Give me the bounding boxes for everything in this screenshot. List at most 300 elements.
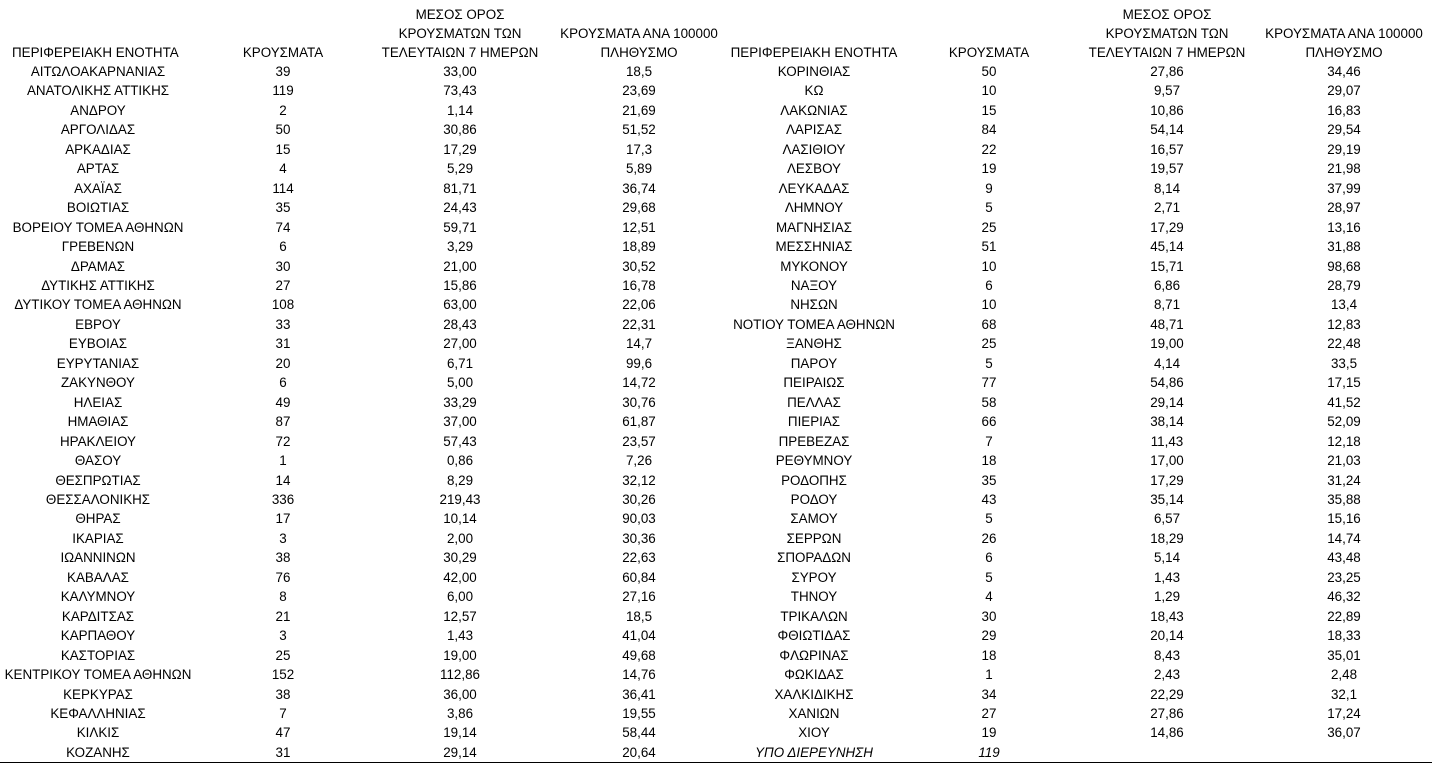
- left-avg7-cell: 33,00: [443, 64, 477, 79]
- right-region-cell: ΛΑΣΙΘΙΟΥ: [782, 141, 846, 157]
- left-per100k-cell: 30,26: [622, 491, 656, 507]
- table-row: [0, 315, 1432, 334]
- right-region-cell: ΦΛΩΡΙΝΑΣ: [779, 647, 849, 663]
- right-region-cell: ΚΩ: [804, 83, 824, 99]
- left-cases-cell: 4: [279, 161, 287, 177]
- right-region-cell: ΥΠΟ ΔΙΕΡΕΥΝΗΣΗ: [728, 743, 900, 763]
- right-cases-cell: 84: [981, 122, 997, 138]
- right-cases-cell: 7: [985, 433, 993, 449]
- right-per100k-cell: 31,88: [1327, 239, 1361, 255]
- left-per100k-cell: 90,03: [622, 511, 656, 527]
- right-avg7-cell: 22,29: [1150, 686, 1184, 702]
- header-avg7-right: ΜΕΣΟΣ ΟΡΟΣ ΚΡΟΥΣΜΑΤΩΝ ΤΩΝ ΤΕΛΕΥΤΑΙΩΝ 7 ΗΜΕΡΩΝ: [1088, 7, 1246, 60]
- left-cases-cell: 49: [275, 394, 291, 410]
- right-avg7-cell: 15,71: [1150, 258, 1184, 274]
- left-per100k-cell: 30,76: [622, 394, 656, 410]
- left-cases-cell: 72: [275, 433, 291, 449]
- table-row: [0, 548, 1432, 567]
- left-cases-cell: 47: [275, 725, 291, 741]
- left-region-cell: ΔΥΤΙΚΗΣ ΑΤΤΙΚΗΣ: [41, 277, 155, 293]
- left-cases-cell: 17: [275, 511, 291, 527]
- right-cases-cell: 25: [981, 219, 997, 235]
- header-region-right: ΠΕΡΙΦΕΡΕΙΑΚΗ ΕΝΟΤΗΤΑ: [730, 45, 898, 60]
- table-row: [0, 704, 1432, 723]
- right-per100k-cell: 34,46: [1327, 64, 1361, 79]
- right-cases-cell: 6: [985, 550, 993, 566]
- right-avg7-cell: 14,86: [1150, 725, 1184, 741]
- left-region-cell: ΑΧΑΪΑΣ: [74, 180, 122, 196]
- right-per100k-cell: [1256, 743, 1432, 763]
- left-avg7-cell: 27,00: [443, 336, 477, 352]
- left-per100k-cell: 49,68: [622, 647, 656, 663]
- table-row: [0, 295, 1432, 314]
- left-avg7-cell: 6,00: [446, 589, 474, 605]
- right-avg7-cell: 27,86: [1150, 705, 1184, 721]
- table-row: [0, 354, 1432, 373]
- right-cases-cell: 34: [981, 686, 997, 702]
- left-region-cell: ΚΑΒΑΛΑΣ: [67, 569, 129, 585]
- left-avg7-cell: 36,00: [443, 686, 477, 702]
- right-avg7-cell: 48,71: [1150, 316, 1184, 332]
- header-avg7-left: ΜΕΣΟΣ ΟΡΟΣ ΚΡΟΥΣΜΑΤΩΝ ΤΩΝ ΤΕΛΕΥΤΑΙΩΝ 7 ΗΜΕΡΩΝ: [381, 7, 539, 60]
- left-avg7-cell: 59,71: [443, 219, 477, 235]
- right-per100k-cell: 46,32: [1327, 589, 1361, 605]
- left-region-cell: ΚΕΦΑΛΛΗΝΙΑΣ: [50, 705, 146, 721]
- table-row: [0, 412, 1432, 431]
- right-avg7-cell: 29,14: [1150, 394, 1184, 410]
- table-row: [0, 81, 1432, 100]
- table-row: [0, 432, 1432, 451]
- left-avg7-cell: 29,14: [370, 743, 550, 763]
- left-cases-cell: 35: [275, 200, 291, 216]
- right-cases-cell: 66: [981, 414, 997, 430]
- left-cases-cell: 7: [279, 705, 287, 721]
- left-region-cell: ΑΝΑΤΟΛΙΚΗΣ ΑΤΤΙΚΗΣ: [26, 83, 170, 99]
- left-avg7-cell: 33,29: [443, 394, 477, 410]
- header-row: [0, 4, 1432, 62]
- right-avg7-cell: 17,00: [1150, 453, 1184, 469]
- left-cases-cell: 31: [196, 743, 370, 763]
- left-avg7-cell: 3,29: [446, 239, 474, 255]
- left-per100k-cell: 18,5: [625, 64, 653, 79]
- header-per100k-right: ΚΡΟΥΣΜΑΤΑ ΑΝΑ 100000 ΠΛΗΘΥΣΜΟ: [1265, 26, 1423, 60]
- right-avg7-cell: 2,71: [1153, 200, 1181, 216]
- right-per100k-cell: 22,48: [1327, 336, 1361, 352]
- left-region-cell: ΚΕΝΤΡΙΚΟΥ ΤΟΜΕΑ ΑΘΗΝΩΝ: [4, 667, 192, 683]
- left-cases-cell: 152: [271, 667, 295, 683]
- right-avg7-cell: 1,29: [1153, 589, 1181, 605]
- table-row: [0, 276, 1432, 295]
- left-region-cell: ΑΙΤΩΛΟΑΚΑΡΝΑΝΙΑΣ: [30, 64, 166, 79]
- left-per100k-cell: 17,3: [625, 141, 653, 157]
- left-cases-cell: 3: [279, 530, 287, 546]
- right-per100k-cell: 29,54: [1327, 122, 1361, 138]
- right-per100k-cell: 33,5: [1330, 355, 1358, 371]
- left-region-cell: ΒΟΡΕΙΟΥ ΤΟΜΕΑ ΑΘΗΝΩΝ: [12, 219, 184, 235]
- left-per100k-cell: 18,5: [625, 608, 653, 624]
- right-region-cell: ΣΠΟΡΑΔΩΝ: [777, 550, 851, 566]
- left-cases-cell: 38: [275, 686, 291, 702]
- left-avg7-cell: 15,86: [443, 277, 477, 293]
- left-region-cell: ΙΚΑΡΙΑΣ: [72, 530, 124, 546]
- left-avg7-cell: 57,43: [443, 433, 477, 449]
- left-avg7-cell: 6,71: [446, 355, 474, 371]
- right-per100k-cell: 2,48: [1330, 667, 1358, 683]
- right-region-cell: ΠΙΕΡΙΑΣ: [787, 414, 841, 430]
- right-avg7-cell: 1,43: [1153, 569, 1181, 585]
- table-row: [0, 218, 1432, 237]
- right-per100k-cell: 17,24: [1327, 705, 1361, 721]
- left-avg7-cell: 17,29: [443, 141, 477, 157]
- left-avg7-cell: 21,00: [443, 258, 477, 274]
- left-per100k-cell: 41,04: [622, 628, 656, 644]
- right-region-cell: ΛΗΜΝΟΥ: [784, 200, 844, 216]
- right-cases-cell: 30: [981, 608, 997, 624]
- right-cases-cell: 19: [981, 161, 997, 177]
- right-avg7-cell: 6,86: [1153, 277, 1181, 293]
- right-cases-cell: 5: [985, 200, 993, 216]
- left-per100k-cell: 5,89: [625, 161, 653, 177]
- right-avg7-cell: 54,14: [1150, 122, 1184, 138]
- left-region-cell: ΔΡΑΜΑΣ: [70, 258, 126, 274]
- left-per100k-cell: 23,69: [622, 83, 656, 99]
- table-row: [0, 665, 1432, 684]
- right-region-cell: ΦΘΙΩΤΙΔΑΣ: [777, 628, 851, 644]
- left-per100k-cell: 16,78: [622, 277, 656, 293]
- left-per100k-cell: 61,87: [622, 414, 656, 430]
- header-per100k-left: ΚΡΟΥΣΜΑΤΑ ΑΝΑ 100000 ΠΛΗΘΥΣΜΟ: [560, 26, 718, 60]
- right-region-cell: ΝΟΤΙΟΥ ΤΟΜΕΑ ΑΘΗΝΩΝ: [733, 316, 895, 332]
- right-avg7-cell: 8,43: [1153, 647, 1181, 663]
- left-cases-cell: 6: [279, 375, 287, 391]
- left-region-cell: ΚΕΡΚΥΡΑΣ: [63, 686, 133, 702]
- right-avg7-cell: 17,29: [1150, 472, 1184, 488]
- right-per100k-cell: 13,4: [1330, 297, 1358, 313]
- left-cases-cell: 76: [275, 569, 291, 585]
- right-per100k-cell: 29,19: [1327, 141, 1361, 157]
- right-region-cell: ΡΕΘΥΜΝΟΥ: [775, 453, 853, 469]
- table-row: [0, 490, 1432, 509]
- right-avg7-cell: 17,29: [1150, 219, 1184, 235]
- left-per100k-cell: 32,12: [622, 472, 656, 488]
- right-cases-cell: 18: [981, 453, 997, 469]
- left-avg7-cell: 5,29: [446, 161, 474, 177]
- right-region-cell: ΣΕΡΡΩΝ: [786, 530, 842, 546]
- left-per100k-cell: 99,6: [625, 355, 653, 371]
- right-region-cell: ΛΕΣΒΟΥ: [786, 161, 841, 177]
- left-cases-cell: 33: [275, 316, 291, 332]
- table-row: [0, 373, 1432, 392]
- header-region-left: ΠΕΡΙΦΕΡΕΙΑΚΗ ΕΝΟΤΗΤΑ: [12, 45, 179, 60]
- right-region-cell: ΝΗΣΩΝ: [790, 297, 838, 313]
- table-row: [0, 179, 1432, 198]
- right-cases-cell: 5: [985, 569, 993, 585]
- right-per100k-cell: 28,97: [1327, 200, 1361, 216]
- left-region-cell: ΑΡΓΟΛΙΔΑΣ: [60, 122, 136, 138]
- left-per100k-cell: 51,52: [622, 122, 656, 138]
- header-cases-right: ΚΡΟΥΣΜΑΤΑ: [948, 45, 1030, 60]
- left-per100k-cell: 22,31: [622, 316, 656, 332]
- left-cases-cell: 2: [279, 102, 287, 118]
- left-cases-cell: 87: [275, 414, 291, 430]
- right-avg7-cell: 35,14: [1150, 491, 1184, 507]
- right-per100k-cell: 28,79: [1327, 277, 1361, 293]
- right-avg7-cell: 10,86: [1150, 102, 1184, 118]
- left-region-cell: ΕΒΡΟΥ: [75, 316, 121, 332]
- left-region-cell: ΖΑΚΥΝΘΟΥ: [61, 375, 135, 391]
- right-per100k-cell: 14,74: [1327, 530, 1361, 546]
- right-region-cell: ΤΗΝΟΥ: [790, 589, 838, 605]
- table-row: [0, 62, 1432, 81]
- left-per100k-cell: 14,76: [622, 667, 656, 683]
- header-cases-left: ΚΡΟΥΣΜΑΤΑ: [242, 45, 324, 60]
- right-cases-cell: 9: [985, 180, 993, 196]
- right-per100k-cell: 23,25: [1327, 569, 1361, 585]
- right-avg7-cell: 5,14: [1153, 550, 1181, 566]
- left-cases-cell: 27: [275, 277, 291, 293]
- right-region-cell: ΧΙΟΥ: [798, 725, 830, 741]
- right-cases-cell: 43: [981, 491, 997, 507]
- table-row: [0, 607, 1432, 626]
- left-region-cell: ΘΗΡΑΣ: [75, 511, 121, 527]
- left-cases-cell: 74: [275, 219, 291, 235]
- right-avg7-cell: [1078, 743, 1256, 763]
- left-region-cell: ΚΟΖΑΝΗΣ: [0, 743, 196, 763]
- left-cases-cell: 6: [279, 239, 287, 255]
- left-avg7-cell: 5,00: [446, 375, 474, 391]
- left-per100k-cell: 21,69: [622, 102, 656, 118]
- left-avg7-cell: 30,29: [443, 550, 477, 566]
- left-avg7-cell: 37,00: [443, 414, 477, 430]
- left-region-cell: ΘΕΣΣΑΛΟΝΙΚΗΣ: [45, 491, 151, 507]
- right-avg7-cell: 18,29: [1150, 530, 1184, 546]
- right-region-cell: ΡΟΔΟΠΗΣ: [781, 472, 847, 488]
- left-cases-cell: 8: [279, 589, 287, 605]
- table-row: [0, 685, 1432, 704]
- left-per100k-cell: 23,57: [622, 433, 656, 449]
- right-per100k-cell: 37,99: [1327, 180, 1361, 196]
- right-cases-cell: 10: [981, 297, 997, 313]
- left-cases-cell: 31: [275, 336, 291, 352]
- right-cases-cell: 27: [981, 705, 997, 721]
- left-avg7-cell: 28,43: [443, 316, 477, 332]
- left-cases-cell: 1: [279, 453, 287, 469]
- right-avg7-cell: 45,14: [1150, 239, 1184, 255]
- right-cases-cell: 35: [981, 472, 997, 488]
- left-per100k-cell: 36,41: [622, 686, 656, 702]
- right-cases-cell: 19: [981, 725, 997, 741]
- right-cases-cell: 119: [900, 743, 1078, 763]
- left-avg7-cell: 1,14: [446, 102, 474, 118]
- table-row: [0, 101, 1432, 120]
- right-avg7-cell: 19,00: [1150, 336, 1184, 352]
- left-avg7-cell: 19,00: [443, 647, 477, 663]
- table-row: [0, 743, 1432, 763]
- right-per100k-cell: 41,52: [1327, 394, 1361, 410]
- right-cases-cell: 6: [985, 277, 993, 293]
- right-region-cell: ΧΑΛΚΙΔΙΚΗΣ: [774, 686, 854, 702]
- right-region-cell: ΤΡΙΚΑΛΩΝ: [780, 608, 848, 624]
- right-avg7-cell: 54,86: [1150, 375, 1184, 391]
- table-row: [0, 237, 1432, 256]
- right-region-cell: ΠΕΛΛΑΣ: [787, 394, 841, 410]
- table-row: [0, 334, 1432, 353]
- right-region-cell: ΦΩΚΙΔΑΣ: [784, 667, 844, 683]
- left-cases-cell: 15: [275, 141, 291, 157]
- left-avg7-cell: 30,86: [443, 122, 477, 138]
- left-per100k-cell: 29,68: [622, 200, 656, 216]
- left-avg7-cell: 24,43: [443, 200, 477, 216]
- right-cases-cell: 51: [981, 239, 997, 255]
- left-per100k-cell: 58,44: [622, 725, 656, 741]
- left-avg7-cell: 12,57: [443, 608, 477, 624]
- left-region-cell: ΗΜΑΘΙΑΣ: [67, 414, 129, 430]
- right-cases-cell: 68: [981, 316, 997, 332]
- right-region-cell: ΞΑΝΘΗΣ: [786, 336, 842, 352]
- right-region-cell: ΠΕΙΡΑΙΩΣ: [783, 375, 845, 391]
- left-region-cell: ΕΥΒΟΙΑΣ: [68, 336, 128, 352]
- left-avg7-cell: 0,86: [446, 453, 474, 469]
- right-per100k-cell: 29,07: [1327, 83, 1361, 99]
- left-per100k-cell: 7,26: [625, 453, 653, 469]
- left-cases-cell: 114: [272, 180, 294, 196]
- right-per100k-cell: 16,83: [1327, 102, 1361, 118]
- left-region-cell: ΚΑΡΠΑΘΟΥ: [60, 628, 136, 644]
- right-avg7-cell: 8,71: [1153, 297, 1181, 313]
- left-region-cell: ΕΥΡΥΤΑΝΙΑΣ: [56, 355, 140, 371]
- left-region-cell: ΑΡΚΑΔΙΑΣ: [65, 141, 131, 157]
- right-avg7-cell: 8,14: [1153, 180, 1181, 196]
- left-per100k-cell: 27,16: [622, 589, 656, 605]
- right-cases-cell: 18: [981, 647, 997, 663]
- right-per100k-cell: 21,98: [1327, 161, 1361, 177]
- table-row: [0, 393, 1432, 412]
- right-per100k-cell: 21,03: [1327, 453, 1361, 469]
- right-per100k-cell: 13,16: [1327, 219, 1361, 235]
- right-cases-cell: 58: [981, 394, 997, 410]
- right-avg7-cell: 4,14: [1153, 355, 1181, 371]
- right-avg7-cell: 11,43: [1150, 433, 1184, 449]
- left-per100k-cell: 18,89: [622, 239, 656, 255]
- left-cases-cell: 38: [275, 550, 291, 566]
- left-region-cell: ΘΕΣΠΡΩΤΙΑΣ: [55, 472, 141, 488]
- left-region-cell: ΑΝΔΡΟΥ: [70, 102, 126, 118]
- left-per100k-cell: 22,06: [622, 297, 656, 313]
- left-avg7-cell: 1,43: [446, 628, 474, 644]
- left-region-cell: ΘΑΣΟΥ: [74, 453, 122, 469]
- left-cases-cell: 336: [271, 491, 295, 507]
- right-region-cell: ΛΑΚΩΝΙΑΣ: [780, 102, 848, 118]
- right-region-cell: ΣΑΜΟΥ: [790, 511, 838, 527]
- right-avg7-cell: 38,14: [1150, 414, 1184, 430]
- left-region-cell: ΓΡΕΒΕΝΩΝ: [61, 239, 135, 255]
- right-avg7-cell: 19,57: [1150, 161, 1184, 177]
- left-per100k-cell: 36,74: [622, 180, 656, 196]
- right-region-cell: ΛΑΡΙΣΑΣ: [785, 122, 842, 138]
- right-avg7-cell: 6,57: [1153, 511, 1181, 527]
- right-avg7-cell: 2,43: [1153, 667, 1181, 683]
- right-cases-cell: 5: [985, 511, 993, 527]
- right-cases-cell: 29: [981, 628, 997, 644]
- right-region-cell: ΛΕΥΚΑΔΑΣ: [778, 180, 850, 196]
- right-cases-cell: 15: [981, 102, 997, 118]
- left-cases-cell: 14: [275, 472, 291, 488]
- right-avg7-cell: 9,57: [1153, 83, 1181, 99]
- right-region-cell: ΚΟΡΙΝΘΙΑΣ: [777, 64, 851, 79]
- table-row: [0, 723, 1432, 742]
- table-body: [0, 62, 1432, 763]
- left-region-cell: ΚΑΛΥΜΝΟΥ: [60, 589, 136, 605]
- right-avg7-cell: 20,14: [1150, 628, 1184, 644]
- right-cases-cell: 10: [981, 258, 997, 274]
- right-cases-cell: 26: [981, 530, 997, 546]
- left-per100k-cell: 20,64: [550, 743, 728, 763]
- left-per100k-cell: 12,51: [622, 219, 656, 235]
- left-cases-cell: 39: [275, 64, 291, 79]
- right-per100k-cell: 35,01: [1327, 647, 1361, 663]
- left-avg7-cell: 81,71: [443, 180, 477, 196]
- left-per100k-cell: 14,72: [622, 375, 656, 391]
- left-region-cell: ΚΑΣΤΟΡΙΑΣ: [60, 647, 136, 663]
- table-row: [0, 198, 1432, 217]
- left-avg7-cell: 8,29: [446, 472, 474, 488]
- right-per100k-cell: 52,09: [1327, 414, 1361, 430]
- right-region-cell: ΝΑΞΟΥ: [790, 277, 838, 293]
- right-region-cell: ΜΕΣΣΗΝΙΑΣ: [775, 239, 853, 255]
- left-per100k-cell: 19,55: [622, 705, 656, 721]
- right-cases-cell: 1: [985, 667, 993, 683]
- right-avg7-cell: 18,43: [1150, 608, 1184, 624]
- left-cases-cell: 21: [275, 608, 291, 624]
- left-region-cell: ΒΟΙΩΤΙΑΣ: [66, 200, 130, 216]
- right-region-cell: ΠΑΡΟΥ: [790, 355, 838, 371]
- table-row: [0, 451, 1432, 470]
- right-per100k-cell: 18,33: [1327, 628, 1361, 644]
- table-row: [0, 529, 1432, 548]
- left-avg7-cell: 42,00: [443, 569, 477, 585]
- left-cases-cell: 30: [275, 258, 291, 274]
- right-region-cell: ΣΥΡΟΥ: [791, 569, 837, 585]
- left-region-cell: ΗΛΕΙΑΣ: [73, 394, 123, 410]
- right-region-cell: ΜΑΓΝΗΣΙΑΣ: [775, 219, 852, 235]
- table-row: [0, 140, 1432, 159]
- left-region-cell: ΗΡΑΚΛΕΙΟΥ: [60, 433, 136, 449]
- right-per100k-cell: 31,24: [1327, 472, 1361, 488]
- right-per100k-cell: 22,89: [1327, 608, 1361, 624]
- left-avg7-cell: 73,43: [443, 83, 477, 99]
- left-region-cell: ΑΡΤΑΣ: [76, 161, 120, 177]
- right-cases-cell: 22: [981, 141, 997, 157]
- left-avg7-cell: 3,86: [446, 705, 474, 721]
- table-row: [0, 471, 1432, 490]
- left-cases-cell: 119: [272, 83, 294, 99]
- left-region-cell: ΔΥΤΙΚΟΥ ΤΟΜΕΑ ΑΘΗΝΩΝ: [14, 297, 182, 313]
- covid-cases-table: [0, 4, 1432, 763]
- right-region-cell: ΧΑΝΙΩΝ: [788, 705, 840, 721]
- left-cases-cell: 25: [275, 647, 291, 663]
- table-row: [0, 509, 1432, 528]
- left-per100k-cell: 30,52: [622, 258, 656, 274]
- right-region-cell: ΠΡΕΒΕΖΑΣ: [778, 433, 850, 449]
- right-per100k-cell: 12,83: [1327, 316, 1361, 332]
- left-per100k-cell: 14,7: [625, 336, 653, 352]
- left-cases-cell: 20: [275, 355, 291, 371]
- left-cases-cell: 108: [271, 297, 295, 313]
- left-avg7-cell: 2,00: [446, 530, 474, 546]
- right-per100k-cell: 98,68: [1327, 258, 1361, 274]
- table-row: [0, 626, 1432, 645]
- right-region-cell: ΜΥΚΟΝΟΥ: [780, 258, 848, 274]
